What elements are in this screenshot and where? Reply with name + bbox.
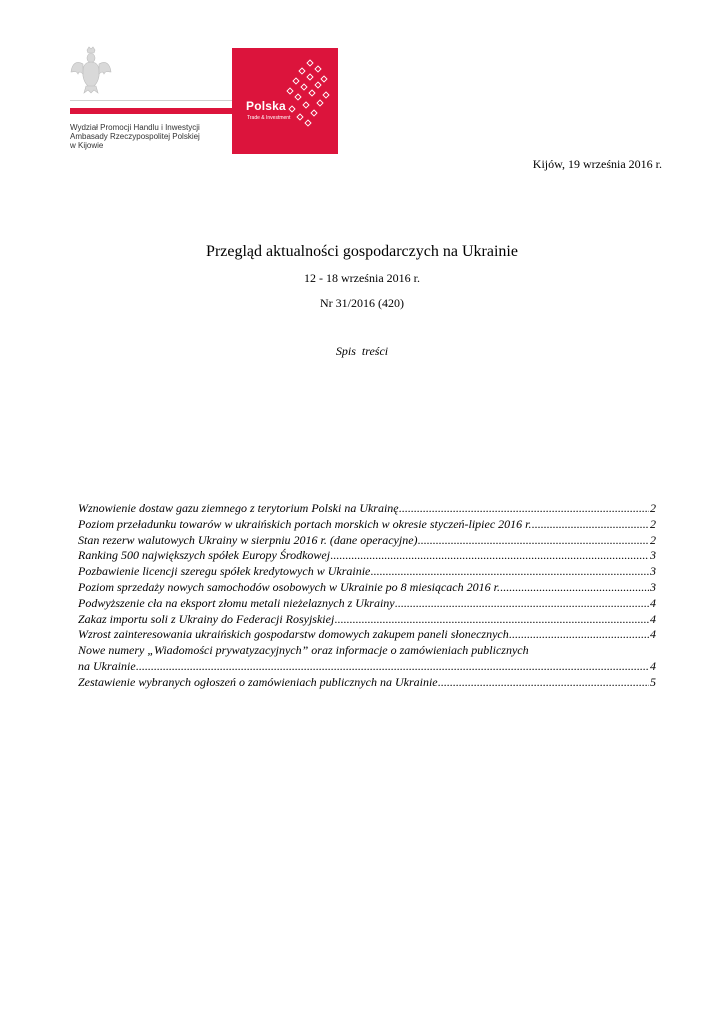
header-divider (70, 100, 232, 101)
department-name (70, 123, 240, 150)
toc-entry[interactable] (78, 517, 656, 533)
toc-entry[interactable] (78, 548, 656, 564)
toc-leader (334, 612, 649, 628)
toc-entry[interactable] (78, 501, 656, 517)
toc-leader (438, 675, 649, 691)
toc-entry-title: Nowe numery „Wiadomości prywatyzacyjnych” oraz informacje o zamówieniach publicznych (78, 643, 529, 658)
brand-name: Polska (246, 99, 286, 113)
toc-leader (370, 564, 649, 580)
toc-leader (136, 659, 649, 675)
toc-entry-page: 4 (650, 658, 656, 673)
toc-entry-page: 4 (650, 611, 656, 626)
toc-entry-title: Stan rezerw walutowych Ukrainy w sierpniu 2016 r. (dane operacyjne) (78, 532, 418, 547)
toc-entry-title: Wzrost zainteresowania ukraińskich gospodarstw domowych zakupem paneli słonecznych (78, 627, 509, 642)
toc-entry-page: 2 (650, 516, 656, 531)
toc-entry-title: Podwyższenie cła na eksport złomu metali nieżelaznych z Ukrainy (78, 595, 395, 610)
toc-entry-page: 2 (650, 501, 656, 515)
toc-entry-page: 3 (650, 579, 656, 594)
document-title: Przegląd aktualności gospodarczych na Ukrainie (206, 243, 518, 260)
toc-leader (399, 501, 649, 517)
toc-entry[interactable] (78, 596, 656, 612)
toc-entry-page: 3 (650, 548, 656, 563)
toc-entry[interactable] (78, 533, 656, 549)
polish-eagle-emblem-icon (70, 46, 112, 94)
toc-entry[interactable] (78, 564, 656, 580)
toc-entry-title: Poziom sprzedaży nowych samochodów osobowych w Ukrainie po 8 miesiącach 2016 r. (78, 579, 500, 594)
toc-entry-page: 4 (650, 627, 656, 642)
toc-entry[interactable] (78, 627, 656, 643)
toc-heading: Spis treści (335, 344, 389, 358)
toc-entry[interactable] (78, 675, 656, 691)
toc-entry[interactable] (78, 643, 656, 675)
toc-leader (330, 548, 649, 564)
toc-entry[interactable] (78, 580, 656, 596)
toc-entry[interactable] (78, 612, 656, 628)
department-line: w Kijowie (70, 141, 104, 150)
toc-entry-page: 2 (650, 532, 656, 547)
department-line: Wydział Promocji Handlu i Inwestycji (70, 123, 200, 132)
toc-entry-title-continued: na Ukrainie (78, 658, 136, 673)
table-of-contents (78, 501, 656, 691)
toc-entry-title: Wznowienie dostaw gazu ziemnego z terytorium Polski na Ukrainę (78, 501, 399, 515)
toc-entry-title: Zakaz importu soli z Ukrainy do Federacji Rosyjskiej (78, 611, 335, 626)
toc-leader (532, 517, 649, 533)
place-date: Kijów, 19 września 2016 r. (532, 157, 662, 171)
toc-entry-title: Pozbawienie licencji szeregu spółek kredytowych w Ukrainie (78, 564, 371, 579)
report-period: 12 - 18 września 2016 r. (304, 271, 420, 285)
issue-number: Nr 31/2016 (420) (320, 296, 404, 310)
toc-entry-title: Ranking 500 największych spółek Europy Środkowej (78, 548, 331, 563)
header-red-bar (70, 108, 232, 114)
department-line: Ambasady Rzeczypospolitej Polskiej (70, 132, 200, 141)
toc-entry-page: 4 (650, 595, 656, 610)
toc-entry-page: 3 (650, 564, 656, 579)
toc-entry-title: Zestawienie wybranych ogłoszeń o zamówieniach publicznych na Ukrainie (78, 674, 438, 689)
toc-leader (418, 533, 649, 549)
toc-leader (509, 627, 649, 643)
toc-entry-title: Poziom przeładunku towarów w ukraińskich portach morskich w okresie styczeń-lipiec 2016 r. (78, 516, 532, 531)
toc-leader (500, 580, 649, 596)
brand-subtitle: Trade & Investment (247, 115, 291, 121)
toc-entry-page: 5 (650, 674, 656, 689)
toc-leader (395, 596, 649, 612)
